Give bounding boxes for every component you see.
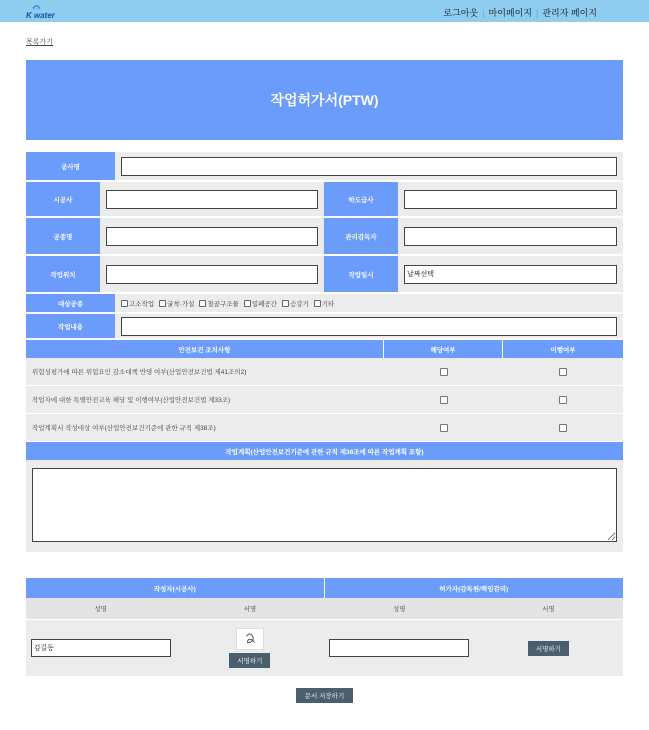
applicable-cell	[384, 386, 503, 413]
content-input[interactable]	[121, 317, 617, 336]
work-plan-textarea[interactable]	[32, 468, 617, 542]
target-work-options	[115, 294, 623, 312]
nav-divider: |	[535, 8, 539, 18]
title-banner	[26, 60, 623, 140]
ptw-form	[26, 152, 623, 552]
kwater-logo[interactable]	[26, 4, 66, 19]
safety-item-text: 작업계획서 작성대상 여부(산업안전보건기준에 관한 규칙 제38조)	[32, 425, 216, 432]
writer-name-input[interactable]	[31, 639, 171, 657]
location-row	[26, 256, 623, 294]
contractor-cell	[100, 182, 324, 216]
nav-divider: |	[482, 8, 485, 18]
option-confined-space[interactable]	[244, 299, 277, 308]
supervisor-input[interactable]	[404, 227, 617, 246]
subcontractor-label: 하도급사	[324, 182, 398, 216]
option-label: 철골구조물	[207, 300, 239, 308]
checkbox[interactable]	[314, 300, 321, 307]
target-work-label: 대상공종	[26, 294, 115, 312]
writer-sign-button[interactable]: 서명하기	[229, 653, 270, 668]
option-label: 굴착·가설	[167, 300, 195, 308]
project-name-row	[26, 152, 623, 182]
approver-name-input[interactable]	[329, 639, 469, 657]
applicable-header: 해당여부	[384, 340, 503, 358]
fulfilled-cell	[503, 386, 622, 413]
logout-link[interactable]: 로그아웃	[443, 8, 479, 18]
signature-body	[26, 620, 623, 676]
applicable-cell	[384, 358, 503, 385]
location-label: 작업위치	[26, 256, 100, 292]
safety-item-text: 위험성평가에 따른 위험요인 감소대책 반영 여부(산업안전보건법 제41조의2)	[32, 369, 247, 376]
option-label: 고소작업	[129, 300, 155, 308]
applicable-checkbox[interactable]	[440, 368, 448, 376]
approver-sign-header: 서명	[542, 606, 555, 613]
writer-name-header: 성명	[94, 606, 107, 613]
checkbox[interactable]	[121, 300, 128, 307]
content-label: 작업내용	[26, 314, 115, 338]
contractor-input[interactable]	[106, 190, 318, 209]
content-row	[26, 314, 623, 340]
datetime-input[interactable]	[404, 265, 617, 284]
content-cell	[115, 314, 623, 338]
datetime-cell	[398, 256, 623, 292]
fulfilled-checkbox[interactable]	[559, 368, 567, 376]
option-excavation[interactable]	[159, 299, 194, 308]
option-label: 밀폐공간	[251, 300, 277, 308]
safety-row	[26, 414, 623, 442]
target-work-row	[26, 294, 623, 314]
option-elevator[interactable]	[282, 299, 309, 308]
project-name-label: 공사명	[26, 152, 115, 180]
page-title: 작업허가서(PTW)	[270, 92, 379, 108]
contractor-label: 시공사	[26, 182, 100, 216]
signature-section	[26, 578, 623, 676]
fulfilled-cell	[503, 414, 622, 441]
approver-name-cell	[325, 620, 474, 676]
back-to-list-link[interactable]: 목록가기	[26, 39, 54, 46]
top-nav	[443, 6, 597, 19]
option-label: 기타	[321, 300, 335, 308]
datetime-label: 작업일시	[324, 256, 398, 292]
save-document-button[interactable]: 문서 저장하기	[296, 688, 353, 703]
checkbox[interactable]	[199, 300, 206, 307]
approver-sign-cell	[474, 620, 623, 676]
signature-subheader	[26, 598, 623, 620]
writer-name-cell	[26, 620, 175, 676]
approver-name-header: 성명	[392, 606, 406, 613]
work-plan-header: 작업계획(산업안전보건기준에 관한 규칙 제38조에 따른 작업계획 포함)	[26, 442, 623, 460]
project-name-input[interactable]	[121, 157, 617, 176]
work-type-input[interactable]	[106, 227, 318, 246]
checkbox[interactable]	[244, 300, 251, 307]
location-input[interactable]	[106, 265, 318, 284]
top-bar	[0, 0, 649, 22]
writer-sign-cell	[175, 620, 324, 676]
work-plan-body	[26, 460, 623, 552]
option-high-place[interactable]	[121, 299, 154, 308]
work-type-cell	[100, 218, 324, 254]
work-type-row	[26, 218, 623, 256]
contractor-row	[26, 182, 623, 218]
fulfilled-checkbox[interactable]	[559, 396, 567, 404]
supervisor-label: 관리감독자	[324, 218, 398, 254]
approver-header: 허가자(감독원/책임감리)	[439, 585, 509, 593]
checkbox[interactable]	[159, 300, 166, 307]
admin-page-link[interactable]: 관리자 페이지	[542, 8, 597, 18]
supervisor-cell	[398, 218, 623, 254]
writer-sign-header: 서명	[243, 606, 257, 613]
safety-row	[26, 358, 623, 386]
signature-image	[236, 628, 264, 650]
logo-text: K water	[26, 11, 55, 20]
applicable-checkbox[interactable]	[440, 424, 448, 432]
option-steel-structure[interactable]	[199, 299, 238, 308]
option-label: 승강기	[289, 300, 309, 308]
project-name-cell	[115, 152, 623, 180]
applicable-cell	[384, 414, 503, 441]
subcontractor-input[interactable]	[404, 190, 617, 209]
fulfilled-checkbox[interactable]	[559, 424, 567, 432]
approver-sign-button[interactable]: 서명하기	[528, 641, 569, 656]
location-cell	[100, 256, 324, 292]
work-type-label: 공종명	[26, 218, 100, 254]
applicable-checkbox[interactable]	[440, 396, 448, 404]
fulfilled-header: 이행여부	[550, 346, 576, 354]
option-other[interactable]	[314, 299, 335, 308]
safety-item-text: 작업자에 대한 특별안전교육 해당 및 이행여부(산업안전보건법 제33조)	[32, 397, 231, 404]
signature-header	[26, 578, 623, 598]
safety-row	[26, 386, 623, 414]
mypage-link[interactable]: 마이페이지	[488, 8, 532, 18]
safety-table-header	[26, 340, 623, 358]
fulfilled-cell	[503, 358, 622, 385]
safety-measures-header: 안전보건 조치사항	[26, 340, 384, 358]
writer-header: 작성자(시공사)	[26, 578, 325, 598]
subcontractor-cell	[398, 182, 623, 216]
checkbox[interactable]	[282, 300, 289, 307]
